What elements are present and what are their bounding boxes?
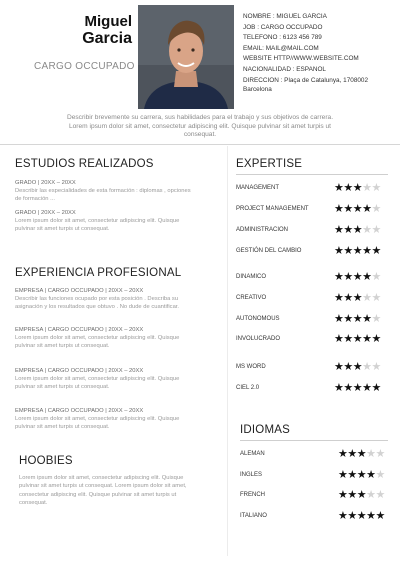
star-icon: ★	[334, 361, 344, 373]
star-icon: ★	[362, 333, 372, 345]
star-icon: ★	[362, 203, 372, 215]
experience-item-desc	[15, 334, 220, 351]
contact-line: TELEFONO : 6123 456 789	[243, 34, 322, 42]
desc-line: pulvinar sit amet turpis ut consequat.	[15, 384, 110, 391]
hobby-line: consequat.	[19, 500, 48, 507]
star-icon: ★	[343, 313, 353, 325]
star-icon: ★	[371, 245, 381, 257]
intro-line: Describir brevemente su carrera, sus habilidades para el trabajo y sus objetivos de carrera.	[66, 114, 334, 121]
star-icon: ★	[371, 382, 381, 394]
contact-line: JOB : CARGO OCCUPADO	[243, 23, 323, 31]
star-icon: ★	[362, 313, 372, 325]
languages-underline	[240, 440, 388, 441]
star-icon: ★	[362, 224, 372, 236]
star-icon: ★	[362, 292, 372, 304]
contact-line: EMAIL: MAIL@MAIL.COM	[243, 44, 319, 52]
experience-heading: EXPERIENCIA PROFESIONAL	[15, 267, 182, 279]
star-icon: ★	[334, 333, 344, 345]
star-icon: ★	[343, 333, 353, 345]
contact-line: WEBSITE HTTP//WWW.WEBSITE.COM	[243, 55, 359, 63]
education-item-head: GRADO | 20XX – 20XX	[15, 180, 76, 186]
star-icon: ★	[375, 448, 385, 460]
contact-line: NACIONALIDAD : ESPANOL	[243, 65, 326, 73]
skill-rating	[334, 332, 381, 345]
star-icon: ★	[371, 313, 381, 325]
star-icon: ★	[338, 469, 348, 481]
star-icon: ★	[375, 510, 385, 522]
language-label: FRENCH	[240, 492, 265, 498]
desc-line: pulvinar sit amet turpis ut consequat.	[15, 226, 110, 233]
star-icon: ★	[356, 510, 367, 522]
skill-label: AUTONOMOUS	[236, 316, 280, 322]
expertise-heading: EXPERTISE	[236, 158, 303, 170]
intro-summary	[30, 114, 370, 140]
skill-rating	[334, 291, 381, 304]
star-icon: ★	[356, 489, 367, 501]
star-icon: ★	[343, 203, 353, 215]
star-icon: ★	[334, 224, 344, 236]
star-icon: ★	[356, 469, 367, 481]
skill-label: CREATIVO	[236, 295, 267, 301]
star-icon: ★	[371, 224, 381, 236]
star-icon: ★	[352, 382, 363, 394]
skill-label: MS WORD	[236, 364, 266, 370]
star-icon: ★	[347, 448, 357, 460]
profile-photo	[138, 5, 234, 109]
skill-label: PROJECT MANAGEMENT	[236, 206, 309, 212]
skill-rating	[334, 381, 381, 394]
star-icon: ★	[371, 333, 381, 345]
skill-label: INVOLUCRADO	[236, 336, 281, 342]
desc-line: Lorem ipsum dolor sit amet, consectetur adipiscing elit. Quisque	[15, 376, 180, 382]
star-icon: ★	[338, 510, 348, 522]
skill-label: MANAGEMENT	[236, 185, 280, 191]
experience-item-head: EMPRESA | CARGO OCCUPADO | 20XX – 20XX	[15, 368, 144, 374]
star-icon: ★	[366, 489, 376, 501]
desc-line: pulvinar sit amet turpis ut consequat.	[15, 343, 110, 350]
language-label: ITALIANO	[240, 513, 267, 519]
star-icon: ★	[352, 271, 363, 283]
desc-line: Lorem ipsum dolor sit amet, consectetur adipiscing elit. Quisque	[15, 218, 180, 224]
star-icon: ★	[347, 510, 357, 522]
star-icon: ★	[334, 271, 344, 283]
star-icon: ★	[343, 271, 353, 283]
star-icon: ★	[371, 203, 381, 215]
star-icon: ★	[343, 361, 353, 373]
contact-line: DIRECCION : Plaça de Catalunya, 1708002	[243, 76, 369, 84]
star-icon: ★	[362, 245, 372, 257]
hobbies-heading: HOOBIES	[19, 455, 73, 467]
contact-line: Barcelona	[243, 86, 272, 94]
education-item-desc	[15, 217, 220, 234]
column-divider	[227, 146, 228, 556]
star-icon: ★	[343, 182, 353, 194]
skill-rating	[334, 181, 381, 194]
desc-line: Lorem ipsum dolor sit amet, consectetur adipiscing elit. Quisque	[15, 335, 180, 341]
experience-item-desc	[15, 375, 220, 392]
skill-rating	[334, 312, 381, 325]
first-name: Miguel	[84, 13, 132, 30]
desc-line: de formación ...	[15, 196, 55, 203]
language-rating	[338, 509, 385, 522]
star-icon: ★	[362, 361, 372, 373]
skill-rating	[334, 223, 381, 236]
star-icon: ★	[352, 203, 363, 215]
star-icon: ★	[352, 182, 363, 194]
star-icon: ★	[343, 292, 353, 304]
star-icon: ★	[366, 510, 376, 522]
education-item-desc	[15, 187, 220, 204]
desc-line: Lorem ipsum dolor sit amet, consectetur adipiscing elit. Quisque	[15, 416, 180, 422]
desc-line: Describir las funciones ocupado por esta posición . Describa su	[15, 296, 179, 302]
star-icon: ★	[352, 361, 363, 373]
language-rating	[338, 488, 385, 501]
experience-item-head: EMPRESA | CARGO OCCUPADO | 20XX – 20XX	[15, 327, 144, 333]
star-icon: ★	[338, 489, 348, 501]
skill-rating	[334, 270, 381, 283]
star-icon: ★	[371, 182, 381, 194]
education-item-head: GRADO | 20XX – 20XX	[15, 210, 76, 216]
experience-item-desc	[15, 295, 220, 312]
language-label: INGLES	[240, 472, 263, 478]
star-icon: ★	[371, 271, 381, 283]
star-icon: ★	[334, 313, 344, 325]
star-icon: ★	[352, 333, 363, 345]
star-icon: ★	[347, 469, 357, 481]
experience-item-desc	[15, 415, 220, 432]
star-icon: ★	[362, 382, 372, 394]
skill-rating	[334, 244, 381, 257]
intro-line: Lorem ipsum dolor sit amet, consectetur adipiscing elit. Quisque pulvinar sit amet turpis ut	[68, 122, 332, 130]
star-icon: ★	[343, 224, 353, 236]
star-icon: ★	[371, 361, 381, 373]
star-icon: ★	[366, 469, 376, 481]
language-rating	[338, 468, 385, 481]
star-icon: ★	[366, 448, 376, 460]
star-icon: ★	[334, 382, 344, 394]
star-icon: ★	[334, 203, 344, 215]
header-divider	[0, 144, 400, 145]
star-icon: ★	[352, 292, 363, 304]
star-icon: ★	[352, 313, 363, 325]
star-icon: ★	[334, 182, 344, 194]
star-icon: ★	[375, 469, 385, 481]
star-icon: ★	[352, 224, 363, 236]
language-label: ALEMAN	[240, 451, 265, 457]
star-icon: ★	[371, 292, 381, 304]
star-icon: ★	[343, 245, 353, 257]
star-icon: ★	[343, 382, 353, 394]
star-icon: ★	[338, 448, 348, 460]
education-heading: ESTUDIOS REALIZADOS	[15, 158, 154, 170]
person-photo-icon	[138, 5, 234, 109]
skill-rating	[334, 202, 381, 215]
star-icon: ★	[347, 489, 357, 501]
star-icon: ★	[362, 271, 372, 283]
job-title: CARGO OCCUPADO	[34, 61, 135, 72]
desc-line: Describir las especialidades de esta formación : diplomas , opciones	[15, 188, 191, 194]
hobbies-text	[19, 474, 224, 508]
star-icon: ★	[334, 245, 344, 257]
hobby-line: consectetur adipiscing elit. Quisque pulvinar sit amet turpis ut	[19, 491, 177, 498]
skill-label: DINAMICO	[236, 274, 266, 280]
skill-label: CIEL 2.0	[236, 385, 260, 391]
intro-line: consequat.	[183, 131, 217, 139]
hobby-line: Lorem ipsum dolor sit amet, consectetur adipiscing elit. Quisque	[19, 475, 184, 481]
star-icon: ★	[356, 448, 367, 460]
contact-line: NOMBRE : MIGUEL GARCIA	[243, 13, 327, 20]
languages-heading: IDIOMAS	[240, 424, 290, 436]
experience-item-head: EMPRESA | CARGO OCCUPADO | 20XX – 20XX	[15, 408, 144, 414]
experience-item-head: EMPRESA | CARGO OCCUPADO | 20XX – 20XX	[15, 288, 144, 294]
star-icon: ★	[362, 182, 372, 194]
star-icon: ★	[375, 489, 385, 501]
contact-info	[243, 12, 393, 94]
desc-line: asignación y los resultados que obtuvo . No dude de cuantificar.	[15, 304, 180, 311]
last-name: Garcia	[82, 30, 132, 47]
skill-label: ADMINISTRACION	[236, 227, 289, 233]
skill-label: GESTIÓN DEL CAMBIO	[236, 248, 302, 254]
expertise-underline	[236, 174, 388, 175]
skill-rating	[334, 360, 381, 373]
desc-line: pulvinar sit amet turpis ut consequat.	[15, 424, 110, 431]
language-rating	[338, 447, 385, 460]
hobby-line: pulvinar sit amet turpis ut consequat. Lorem ipsum dolor sit amet,	[19, 483, 187, 490]
star-icon: ★	[352, 245, 363, 257]
star-icon: ★	[334, 292, 344, 304]
